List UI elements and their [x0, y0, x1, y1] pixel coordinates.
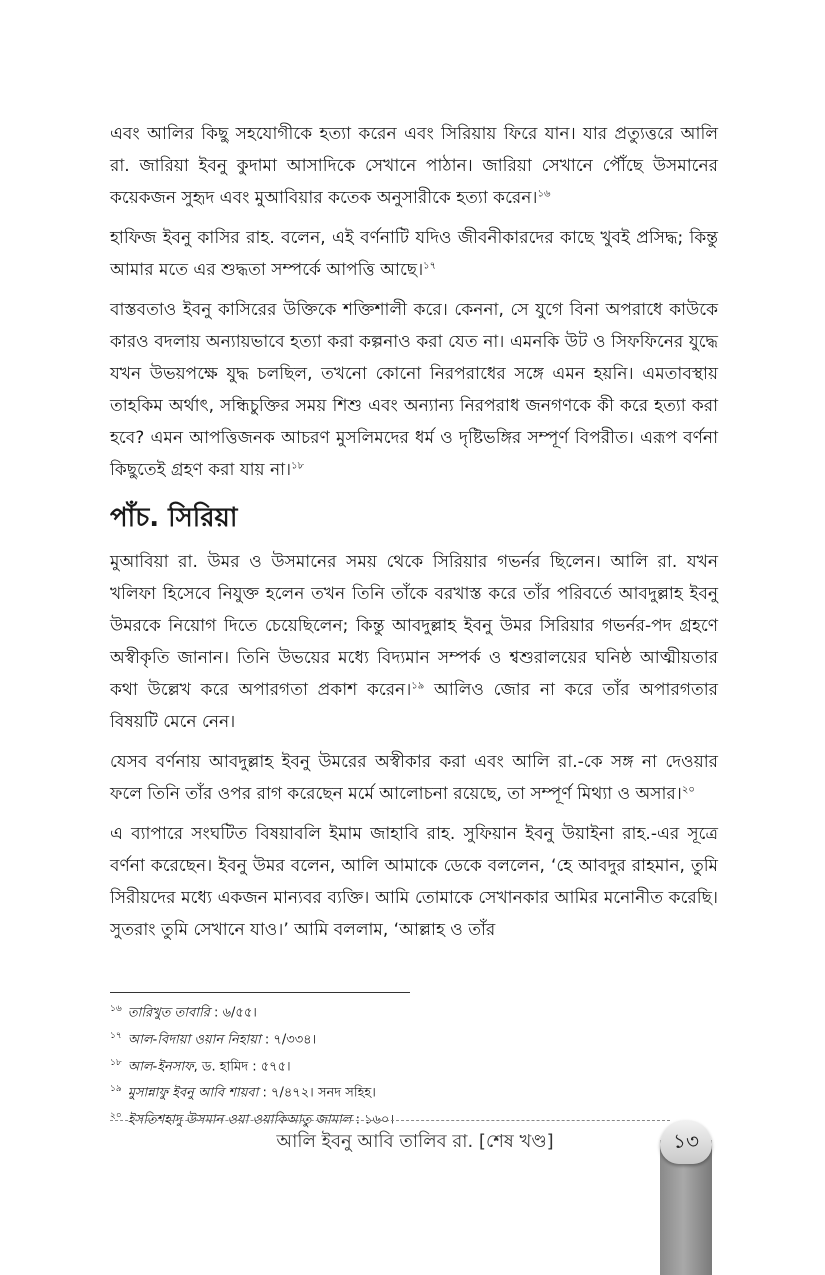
section-heading: পাঁচ. সিরিয়া [110, 503, 238, 533]
paragraph-4-text-a: মুআবিয়া রা. উমর ও উসমানের সময় থেকে সিরিয়ার গভর্নর ছিলেন। আলি রা. যখন খলিফা হিসেবে নিযুক্ত হলেন তখন তিনি তাঁকে বরখাস্ত করে তাঁর পরিবর্তে আবদুল্লাহ ইবনু উমরকে নিয়োগ দিতে চেয়েছিলেন; কিন্তু আবদুল্লাহ ইবনু উমর সিরিয়ার গভর্নর-পদ গ্রহণে অস্বীকৃতি জানান। তিনি উভয়ের মধ্যে বিদ্যমান সম্পর্ক ও শ্বশুরালয়ের ঘনিষ্ঠ আত্মীয়তার কথা উল্লেখ করে অপারগতা প্রকাশ করেন। [110, 552, 718, 700]
footnote-item [110, 998, 650, 1025]
paragraph-4 [110, 546, 718, 738]
footnote-source-detail: : ৭/৪৭২। সনদ সহিহ। [258, 1085, 376, 1101]
footnote-number: ১৯ [110, 1084, 122, 1095]
footnote-source-detail: : ১৬০। [351, 1112, 395, 1128]
paragraph-2-text: হাফিজ ইবনু কাসির রাহ. বলেন, এই বর্ণনাটি যদিও জীবনীকারদের কাছে খুবই প্রসিদ্ধ; কিন্তু আমার মতে এর শুদ্ধতা সম্পর্কে আপত্তি আছে। [110, 228, 718, 280]
footnote-source-title: ইসতিশহাদু উসমান ওয়া ওয়াকিআতু জামাল [127, 1112, 352, 1128]
footnote-item [110, 1052, 650, 1079]
footnote-source-title: আল-ইনসাফ [127, 1058, 194, 1074]
paragraph-1 [110, 118, 718, 214]
footnote-ref-18[interactable]: ১৮ [291, 460, 305, 472]
paragraph-1-text: এবং আলির কিছু সহযোগীকে হত্যা করেন এবং সিরিয়ায় ফিরে যান। যার প্রত্যুত্তরে আলি রা. জারিয়া ইবনু কুদামা আসাদিকে সেখানে পাঠান। জারিয়া সেখানে পৌঁছে উসমানের কয়েকজন সুহৃদ এবং মুআবিয়ার কতেক অনুসারীকে হত্যা করেন। [110, 124, 718, 208]
footnote-ref-19[interactable]: ১৯ [411, 680, 425, 692]
footnote-source-title: মুসান্নাফু ইবনু আবি শায়বা [127, 1085, 259, 1101]
paragraph-6 [110, 818, 718, 946]
paragraph-2 [110, 222, 718, 286]
paragraph-5-text: যেসব বর্ণনায় আবদুল্লাহ ইবনু উমরের অস্বীকার করা এবং আলি রা.-কে সঙ্গ না দেওয়ার ফলে তিনি তাঁর ওপর রাগ করেছেন মর্মে আলোচনা রয়েছে, তা সম্পূর্ণ মিথ্যা ও অসার। [110, 752, 718, 804]
paragraph-3 [110, 294, 718, 486]
footnote-divider [110, 992, 410, 993]
footnote-ref-20[interactable]: ২০ [681, 784, 695, 796]
footnote-source-title: তারিখুত তাবারি [127, 1005, 210, 1021]
footnote-ref-16[interactable]: ১৬ [537, 188, 551, 200]
footnote-source-detail: : ৬/৫৫। [209, 1005, 257, 1021]
footer-divider [110, 1120, 670, 1121]
footnote-source-title: আল-বিদায়া ওয়ান নিহায়া [127, 1032, 261, 1048]
footnote-number: ১৬ [110, 1004, 122, 1014]
main-content [110, 118, 718, 954]
footnote-list [110, 998, 650, 1132]
page-number: ১৩ [660, 1120, 712, 1164]
footnote-item [110, 1078, 650, 1105]
footnote-item [110, 1025, 650, 1052]
paragraph-6-text: এ ব্যাপারে সংঘটিত বিষয়াবলি ইমাম জাহাবি রাহ. সুফিয়ান ইবনু উয়াইনা রাহ.-এর সূত্রে বর্ণনা করেছেন। ইবনু উমর বলেন, আলি আমাকে ডেকে বললেন, ‘হে আবদুর রাহমান, তুমি সিরীয়দের মধ্যে একজন মান্যবর ব্যক্তি। আমি তোমাকে সেখানকার আমির মনোনীত করেছি। সুতরাং তুমি সেখানে যাও।’ আমি বললাম, ‘আল্লাহ ও তাঁর [110, 824, 718, 940]
paragraph-4-text-b: আলিও জোর না করে তাঁর অপারগতার বিষয়টি মেনে নেন। [110, 680, 719, 732]
footnote-ref-17[interactable]: ১৭ [423, 260, 437, 272]
footnote-number: ২০ [110, 1111, 122, 1122]
footnote-source-detail: , ড. হামিদ : ৫৭৫। [193, 1058, 291, 1074]
footnote-number: ১৮ [110, 1057, 122, 1068]
paragraph-3-text: বাস্তবতাও ইবনু কাসিরের উক্তিকে শক্তিশালী করে। কেননা, সে যুগে বিনা অপরাধে কাউকে কারও বদলায় অন্যায়ভাবে হত্যা করা কল্পনাও করা যেত না। এমনকি উট ও সিফফিনের যুদ্ধে যখন উভয়পক্ষে যুদ্ধ চলছিল, তখনো কোনো নিরপরাধের সঙ্গে এমন হয়নি। এমতাবস্থায় তাহকিম অর্থাৎ, সন্ধিচুক্তির সময় শিশু এবং অন্যান্য নিরপরাধ জনগণকে কী করে হত্যা করা হবে? এমন আপত্তিজনক আচরণ মুসলিমদের ধর্ম ও দৃষ্টিভঙ্গির সম্পূর্ণ বিপরীত। এরূপ বর্ণনা কিছুতেই গ্রহণ করা যায় না। [110, 300, 718, 480]
running-title: আলি ইবনু আবি তালিব রা. [শেষ খণ্ড] [276, 1131, 554, 1152]
footnote-source-detail: : ৭/৩৩৪। [260, 1032, 317, 1048]
footnote-number: ১৭ [110, 1030, 122, 1041]
paragraph-5 [110, 746, 718, 810]
